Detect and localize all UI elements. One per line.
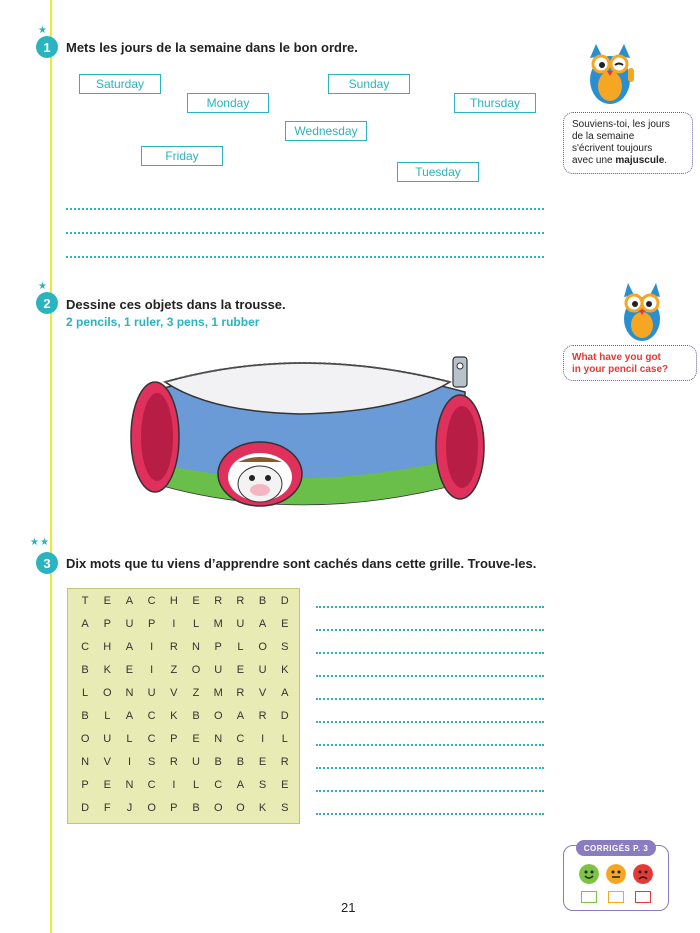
- tip-text: avec une: [572, 155, 616, 166]
- grid-letter[interactable]: U: [103, 733, 112, 745]
- grid-letter[interactable]: A: [81, 618, 89, 630]
- grid-letter[interactable]: O: [213, 710, 223, 722]
- margin-line: [50, 0, 52, 933]
- grid-letter[interactable]: P: [214, 641, 222, 653]
- checkbox-bad[interactable]: [635, 891, 651, 903]
- grid-letter[interactable]: T: [81, 595, 89, 607]
- grid-row: [74, 802, 296, 825]
- grid-letter[interactable]: A: [125, 641, 134, 653]
- grid-letter[interactable]: I: [127, 756, 131, 768]
- grid-letter[interactable]: S: [258, 779, 267, 791]
- grid-letter[interactable]: L: [126, 733, 133, 745]
- grid-letter[interactable]: R: [236, 595, 245, 607]
- grid-row: [74, 779, 296, 802]
- grid-letter[interactable]: U: [125, 618, 134, 630]
- grid-letter[interactable]: D: [280, 710, 289, 722]
- grid-letter[interactable]: K: [281, 664, 289, 676]
- grid-letter[interactable]: C: [147, 779, 156, 791]
- grid-letter[interactable]: N: [214, 733, 223, 745]
- exercise-1-instruction: Mets les jours de la semaine dans le bon ordre.: [66, 40, 358, 55]
- grid-letter[interactable]: A: [125, 710, 134, 722]
- grid-letter[interactable]: L: [192, 779, 200, 791]
- grid-letter[interactable]: O: [236, 802, 245, 814]
- grid-letter[interactable]: E: [192, 733, 200, 745]
- grid-letter[interactable]: U: [147, 687, 156, 699]
- grid-letter[interactable]: V: [170, 687, 178, 699]
- grid-letter[interactable]: L: [281, 733, 288, 745]
- grid-letter[interactable]: U: [192, 756, 200, 768]
- grid-letter[interactable]: O: [213, 802, 223, 814]
- grid-letter[interactable]: F: [103, 802, 111, 814]
- checkbox-good[interactable]: [581, 891, 597, 903]
- grid-letter[interactable]: I: [150, 664, 154, 676]
- grid-letter[interactable]: R: [169, 641, 178, 653]
- answer-line[interactable]: [316, 675, 544, 677]
- grid-letter[interactable]: C: [236, 733, 245, 745]
- grid-letter[interactable]: P: [170, 802, 178, 814]
- exercise-1-number: 1: [36, 36, 58, 58]
- tip-line: de la semaine: [572, 131, 635, 142]
- grid-letter[interactable]: O: [80, 733, 90, 745]
- grid-letter[interactable]: N: [125, 687, 134, 699]
- answer-line[interactable]: [316, 767, 544, 769]
- grid-letter[interactable]: C: [147, 710, 156, 722]
- grid-letter[interactable]: O: [191, 664, 201, 676]
- grid-row: [74, 687, 296, 710]
- day-box[interactable]: Friday: [141, 146, 223, 166]
- answer-line[interactable]: [316, 698, 544, 700]
- answer-line[interactable]: [66, 256, 544, 258]
- grid-letter[interactable]: B: [258, 595, 267, 607]
- grid-letter[interactable]: H: [169, 595, 178, 607]
- grid-letter[interactable]: P: [170, 733, 178, 745]
- day-box[interactable]: Wednesday: [285, 121, 367, 141]
- grid-letter[interactable]: L: [104, 710, 111, 722]
- grid-letter[interactable]: S: [147, 756, 156, 768]
- grid-letter[interactable]: E: [103, 779, 111, 791]
- tip-bubble: [563, 112, 693, 174]
- corrections-label: CORRIGÉS P. 3: [576, 840, 656, 856]
- grid-letter[interactable]: L: [82, 687, 89, 699]
- grid-letter[interactable]: B: [81, 710, 89, 722]
- day-box[interactable]: Monday: [187, 93, 269, 113]
- answer-line[interactable]: [316, 790, 544, 792]
- sad-face-icon: [633, 864, 653, 884]
- star-icon: ★: [40, 537, 49, 548]
- grid-letter[interactable]: O: [147, 802, 156, 814]
- grid-letter[interactable]: U: [236, 618, 245, 630]
- grid-letter[interactable]: K: [170, 710, 178, 722]
- neutral-face-icon: [606, 864, 626, 884]
- exercise-2-number: 2: [36, 292, 58, 314]
- exercise-3-instruction: Dix mots que tu viens d’apprendre sont cachés dans cette grille. Trouve-les.: [66, 556, 537, 571]
- tip-line: [572, 155, 684, 167]
- tip-bubble: [563, 345, 697, 381]
- grid-letter[interactable]: S: [281, 641, 289, 653]
- grid-letter[interactable]: B: [192, 802, 200, 814]
- grid-letter[interactable]: C: [147, 733, 156, 745]
- grid-letter[interactable]: R: [214, 595, 223, 607]
- answer-line[interactable]: [66, 208, 544, 210]
- answer-line[interactable]: [66, 232, 544, 234]
- answer-line[interactable]: [316, 721, 544, 723]
- grid-letter[interactable]: I: [172, 618, 176, 630]
- page-number: 21: [341, 900, 356, 915]
- grid-letter[interactable]: V: [258, 687, 267, 699]
- tip-line: What have you got: [572, 352, 661, 363]
- day-box[interactable]: Sunday: [328, 74, 410, 94]
- grid-letter[interactable]: M: [213, 618, 223, 630]
- tip-text: .: [664, 155, 668, 166]
- grid-row: [74, 710, 296, 733]
- grid-letter[interactable]: A: [281, 687, 289, 699]
- grid-letter[interactable]: C: [214, 779, 223, 791]
- grid-letter[interactable]: A: [236, 779, 245, 791]
- grid-letter[interactable]: B: [81, 664, 89, 676]
- grid-letter[interactable]: S: [281, 802, 289, 814]
- grid-letter[interactable]: E: [281, 779, 289, 791]
- grid-letter[interactable]: O: [103, 687, 112, 699]
- grid-letter[interactable]: R: [169, 756, 178, 768]
- answer-line[interactable]: [316, 744, 544, 746]
- day-box[interactable]: Tuesday: [397, 162, 479, 182]
- grid-letter[interactable]: O: [258, 641, 267, 653]
- pencil-case-illustration: [120, 352, 490, 517]
- answer-line[interactable]: [316, 606, 544, 608]
- grid-letter[interactable]: L: [237, 641, 244, 653]
- grid-letter[interactable]: E: [258, 756, 267, 768]
- star-icon: ★: [38, 25, 47, 36]
- word-search-grid[interactable]: [67, 588, 300, 824]
- grid-letter[interactable]: D: [280, 595, 289, 607]
- grid-letter[interactable]: I: [150, 641, 154, 653]
- grid-letter[interactable]: A: [236, 710, 245, 722]
- grid-letter[interactable]: I: [261, 733, 265, 745]
- answer-line[interactable]: [316, 652, 544, 654]
- grid-letter[interactable]: U: [258, 664, 267, 676]
- grid-letter[interactable]: B: [214, 756, 222, 768]
- day-box[interactable]: Thursday: [454, 93, 536, 113]
- owl-mascot-icon: [580, 38, 640, 108]
- grid-letter[interactable]: U: [214, 664, 223, 676]
- answer-line[interactable]: [316, 813, 544, 815]
- grid-letter[interactable]: E: [281, 618, 289, 630]
- grid-letter[interactable]: E: [103, 595, 111, 607]
- grid-letter[interactable]: E: [236, 664, 245, 676]
- grid-row: [74, 641, 296, 664]
- exercise-2-items: 2 pencils, 1 ruler, 3 pens, 1 rubber: [66, 315, 260, 329]
- grid-letter[interactable]: R: [236, 687, 245, 699]
- grid-letter[interactable]: E: [125, 664, 134, 676]
- grid-letter[interactable]: B: [192, 710, 200, 722]
- grid-letter[interactable]: K: [103, 664, 111, 676]
- grid-letter[interactable]: A: [125, 595, 134, 607]
- grid-row: [74, 756, 296, 779]
- grid-row: [74, 595, 296, 618]
- exercise-3-number: 3: [36, 552, 58, 574]
- grid-letter[interactable]: P: [81, 779, 89, 791]
- grid-letter[interactable]: N: [125, 779, 134, 791]
- grid-letter[interactable]: E: [192, 595, 200, 607]
- grid-letter[interactable]: Z: [170, 664, 178, 676]
- grid-letter[interactable]: A: [258, 618, 267, 630]
- star-icon: ★: [38, 281, 47, 292]
- grid-letter[interactable]: R: [280, 756, 289, 768]
- grid-row: [74, 618, 296, 641]
- happy-face-icon: [579, 864, 599, 884]
- grid-letter[interactable]: P: [147, 618, 156, 630]
- grid-letter[interactable]: L: [192, 618, 200, 630]
- grid-letter[interactable]: N: [192, 641, 200, 653]
- grid-letter[interactable]: K: [258, 802, 267, 814]
- grid-row: [74, 733, 296, 756]
- grid-letter[interactable]: N: [81, 756, 90, 768]
- grid-letter[interactable]: Z: [192, 687, 200, 699]
- grid-letter[interactable]: C: [81, 641, 90, 653]
- grid-letter[interactable]: V: [103, 756, 111, 768]
- grid-letter[interactable]: R: [258, 710, 267, 722]
- tip-bold-text: majuscule: [615, 155, 665, 166]
- answer-line[interactable]: [316, 629, 544, 631]
- tip-line: s'écrivent toujours: [572, 143, 653, 154]
- grid-letter[interactable]: M: [213, 687, 223, 699]
- grid-letter[interactable]: J: [126, 802, 133, 814]
- grid-letter[interactable]: B: [236, 756, 245, 768]
- grid-letter[interactable]: C: [147, 595, 156, 607]
- tip-line: Souviens-toi, les jours: [572, 119, 670, 130]
- grid-letter[interactable]: D: [81, 802, 90, 814]
- tip-line: in your pencil case?: [572, 364, 669, 375]
- grid-letter[interactable]: P: [103, 618, 111, 630]
- day-box[interactable]: Saturday: [79, 74, 161, 94]
- grid-letter[interactable]: H: [103, 641, 112, 653]
- star-icon: ★: [30, 537, 39, 548]
- grid-row: [74, 664, 296, 687]
- checkbox-average[interactable]: [608, 891, 624, 903]
- owl-mascot-icon: [612, 275, 672, 345]
- grid-letter[interactable]: I: [172, 779, 176, 791]
- exercise-2-instruction: Dessine ces objets dans la trousse.: [66, 297, 286, 312]
